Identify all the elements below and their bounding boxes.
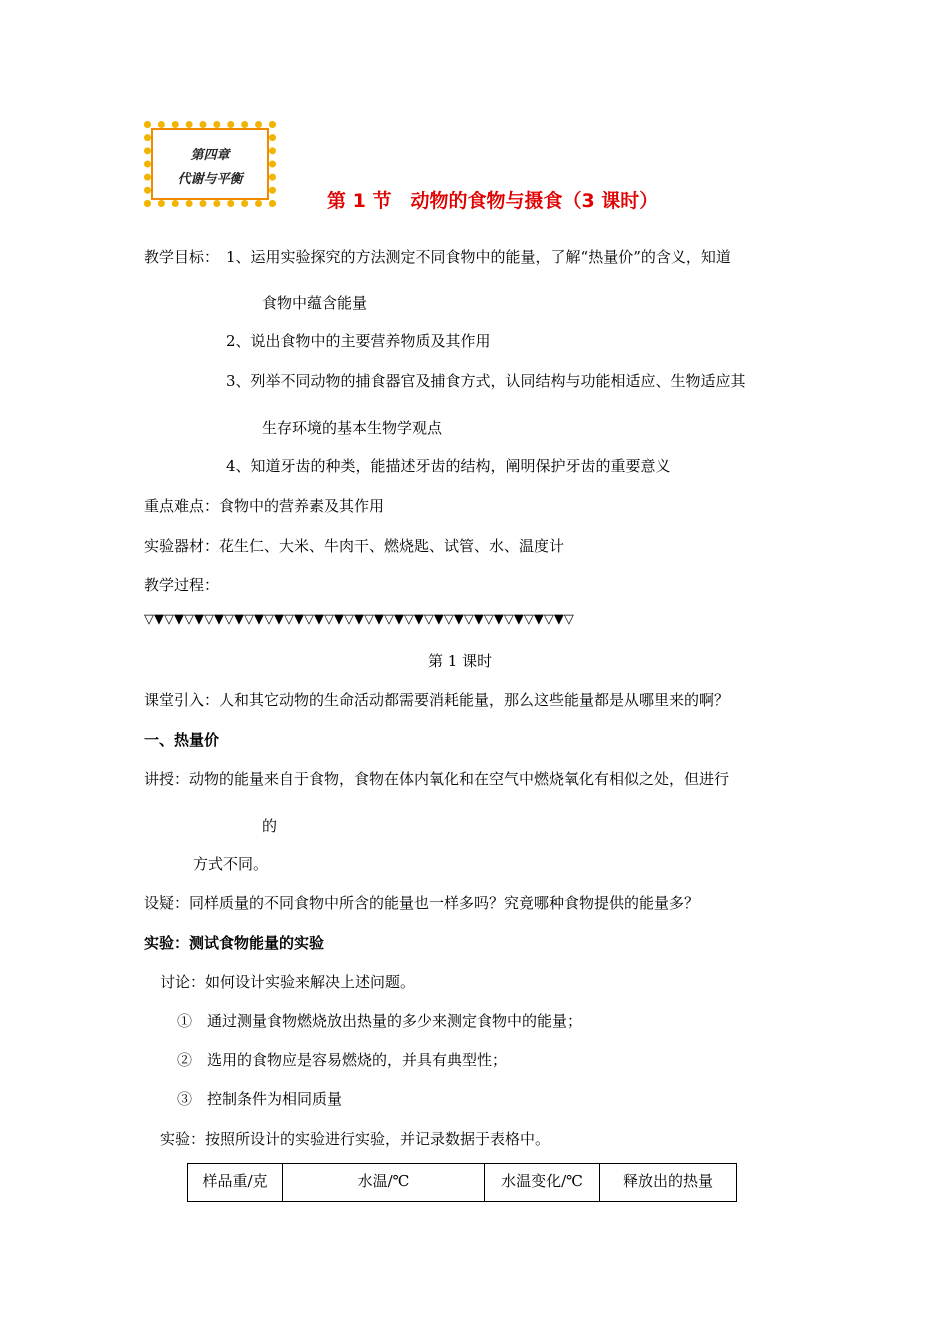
goal-3b: 生存环境的基本生物学观点: [262, 419, 443, 437]
question: 设疑：同样质量的不同食物中所含的能量也一样多吗？究竟哪种食物提供的能量多？: [144, 894, 700, 912]
table-header-row: [188, 1164, 737, 1202]
logo-line-1: 第四章: [190, 148, 230, 163]
lesson-label: 第 1 课时: [428, 652, 493, 670]
table-header-cell: 释放出的热量: [600, 1164, 737, 1202]
lecture-line-3: 方式不同。: [193, 855, 269, 873]
experiment-line: 实验：按照所设计的实验进行实验，并记录数据于表格中。: [160, 1130, 551, 1148]
lecture-line-1: 讲授：动物的能量来自于食物，食物在体内氧化和在空气中燃烧氧化有相似之处，但进行: [144, 770, 730, 788]
point-2: ② 选用的食物应是容易燃烧的，并具有典型性；: [177, 1051, 508, 1069]
chapter-logo: [144, 121, 276, 207]
goal-4: 4、知道牙齿的种类，能描述牙齿的结构，阐明保护牙齿的重要意义: [226, 457, 671, 475]
table-header-cell: 水温/℃: [283, 1164, 485, 1202]
goal-3a: 3、列举不同动物的捕食器官及捕食方式，认同结构与功能相适应、生物适应其: [226, 372, 746, 390]
goals-label: 教学目标：: [144, 248, 220, 266]
experiment-heading: 实验：测试食物能量的实验: [144, 934, 325, 952]
point-3: ③ 控制条件为相同质量: [177, 1090, 343, 1108]
discussion: 讨论：如何设计实验来解决上述问题。: [160, 973, 416, 991]
key-points: 重点难点：食物中的营养素及其作用: [144, 497, 385, 515]
triangle-divider: ▽▼▽▼▽▼▽▼▽▼▽▼▽▼▽▼▽▼▽▼▽▼▽▼▽▼▽▼▽▼▽▼▽▼▽▼▽▼▽▼▽▼▽: [144, 612, 574, 627]
table-header-cell: 样品重/克: [188, 1164, 283, 1202]
lecture-line-2: 的: [262, 817, 278, 835]
table-header-cell: 水温变化/℃: [485, 1164, 600, 1202]
data-table: [187, 1163, 737, 1202]
page-title: 第 1 节 动物的食物与摄食（3 课时）: [327, 190, 659, 212]
process-label: 教学过程：: [144, 576, 220, 594]
goal-1b: 食物中蕴含能量: [262, 294, 368, 312]
goal-1a: 1、运用实验探究的方法测定不同食物中的能量，了解“热量价”的含义，知道: [226, 248, 731, 266]
point-1: ① 通过测量食物燃烧放出热量的多少来测定食物中的能量；: [177, 1012, 583, 1030]
class-intro: 课堂引入：人和其它动物的生命活动都需要消耗能量，那么这些能量都是从哪里来的啊？: [144, 691, 730, 709]
equipment: 实验器材：花生仁、大米、牛肉干、燃烧匙、试管、水、温度计: [144, 537, 565, 555]
goal-2: 2、说出食物中的主要营养物质及其作用: [226, 332, 491, 350]
section-heading: 一、热量价: [144, 731, 220, 749]
logo-line-2: 代谢与平衡: [177, 172, 243, 187]
